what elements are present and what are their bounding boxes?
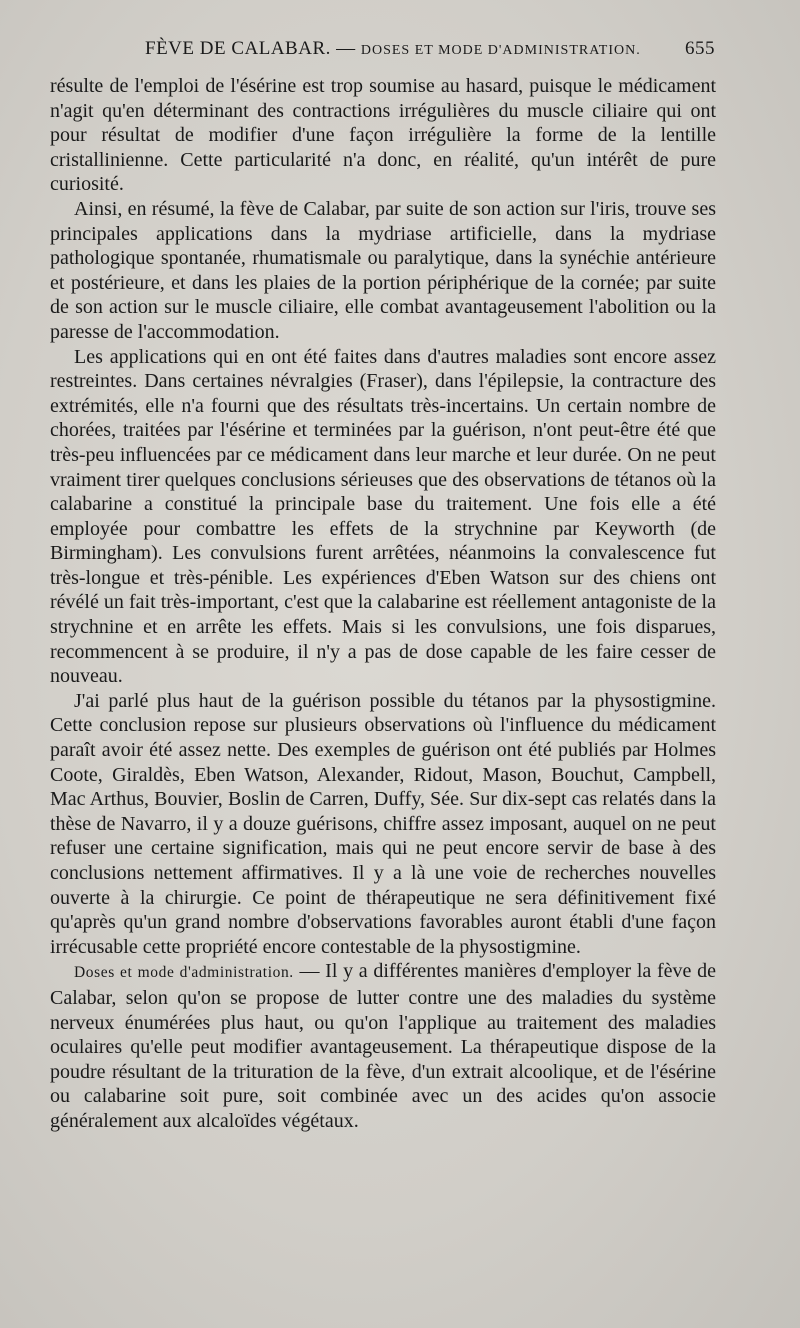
page-number: 655 <box>685 38 715 59</box>
running-head-dash: — <box>336 38 356 59</box>
section-heading: Doses et mode d'administration. <box>74 964 294 982</box>
running-head-title-part2: DOSES ET MODE D'ADMINISTRATION. <box>360 43 641 58</box>
running-head <box>50 38 720 66</box>
paragraph-4: J'ai parlé plus haut de la guérison possible du tétanos par la physostigmine. Cette conclusion repose sur plusieurs observations où l'influence du médicament paraît avoir été assez nette. Des exemples de guérison ont été publiés par Holmes Coote, Giraldès, Eben Watson, Alexander, Ridout, Mason, Bouchut, Campbell, Mac Arthus, Bouvier, Boslin de Carren, Duffy, Sée. Sur dix-sept cas relatés dans la thèse de Navarro, il y a douze guérisons, chiffre assez imposant, auquel on ne peut refuser une certaine signification, mais qui ne peut encore servir de base à des conclusions nettement affirmatives. Il y a là une voie de recherches nouvelles ouverte à la chirurgie. Ce point de thérapeutique ne sera définitivement fixé qu'après qu'un grand nombre d'observations favorables auront établi d'une façon irrécusable cette propriété encore contestable de la physostigmine. <box>50 689 716 958</box>
paragraph-5-text: — Il y a différentes manières d'employer la fève de Calabar, selon qu'on se propose de lutter contre une des maladies du système nerveux énumérées plus haut, ou qu'on l'applique au traitement des maladies oculaires qu'elle peut modifier avantageusement. La thérapeutique dispose de la poudre résultant de la trituration de la fève, d'un extrait alcoolique, et de l'ésérine ou calabarine soit pure, soit combinée avec un des acides qu'on associe généralement aux alcaloïdes végétaux. <box>50 960 716 1132</box>
body-text <box>50 74 716 1134</box>
paragraph-3: Les applications qui en ont été faites dans d'autres maladies sont encore assez restreintes. Dans certaines névralgies (Fraser), dans l'épilepsie, la contracture des extrémités, elle n'a fourni que des résultats très-incertains. Un certain nombre de chorées, traitées par l'ésérine et terminées par la guérison, n'ont peut-être été que très-peu influencées par ce médicament dans leur marche et leur durée. On ne peut vraiment tirer quelques conclusions sérieuses que des observations de tétanos où la calabarine a constitué la principale base du traitement. Une fois elle a été employée pour combattre les effets de la strychnine par Keyworth (de Birmingham). Les convulsions furent arrêtées, néanmoins la convalescence fut très-longue et très-pénible. Les expériences d'Eben Watson sur des chiens ont révélé un fait très-important, c'est que la calabarine est réellement antagoniste de la strychnine et en arrête les effets. Mais si les convulsions, une fois disparues, recommencent à se produire, il n'y a pas de dose capable de les faire cesser de nouveau. <box>50 345 716 688</box>
paragraph-5 <box>50 959 716 1133</box>
running-head-title-part1: FÈVE DE CALABAR. <box>145 38 331 59</box>
running-head-title <box>145 38 641 60</box>
paragraph-2: Ainsi, en résumé, la fève de Calabar, par suite de son action sur l'iris, trouve ses principales applications dans la mydriase artificielle, dans la mydriase pathologique spontanée, rhumatismale ou paralytique, dans la synéchie antérieure et postérieure, et dans les plaies de la portion périphérique de la cornée; par suite de son action sur le muscle ciliaire, elle combat avantageusement l'abolition ou la paresse de l'accommodation. <box>50 197 716 343</box>
paragraph-1: résulte de l'emploi de l'ésérine est trop soumise au hasard, puisque le médicament n'agit qu'en déterminant des contractions irrégulières du muscle ciliaire qui ont pour résultat de modifier d'une façon irrégulière la forme de la lentille cristallinienne. Cette particularité n'a donc, en réalité, qu'un intérêt de pure curiosité. <box>50 75 716 196</box>
